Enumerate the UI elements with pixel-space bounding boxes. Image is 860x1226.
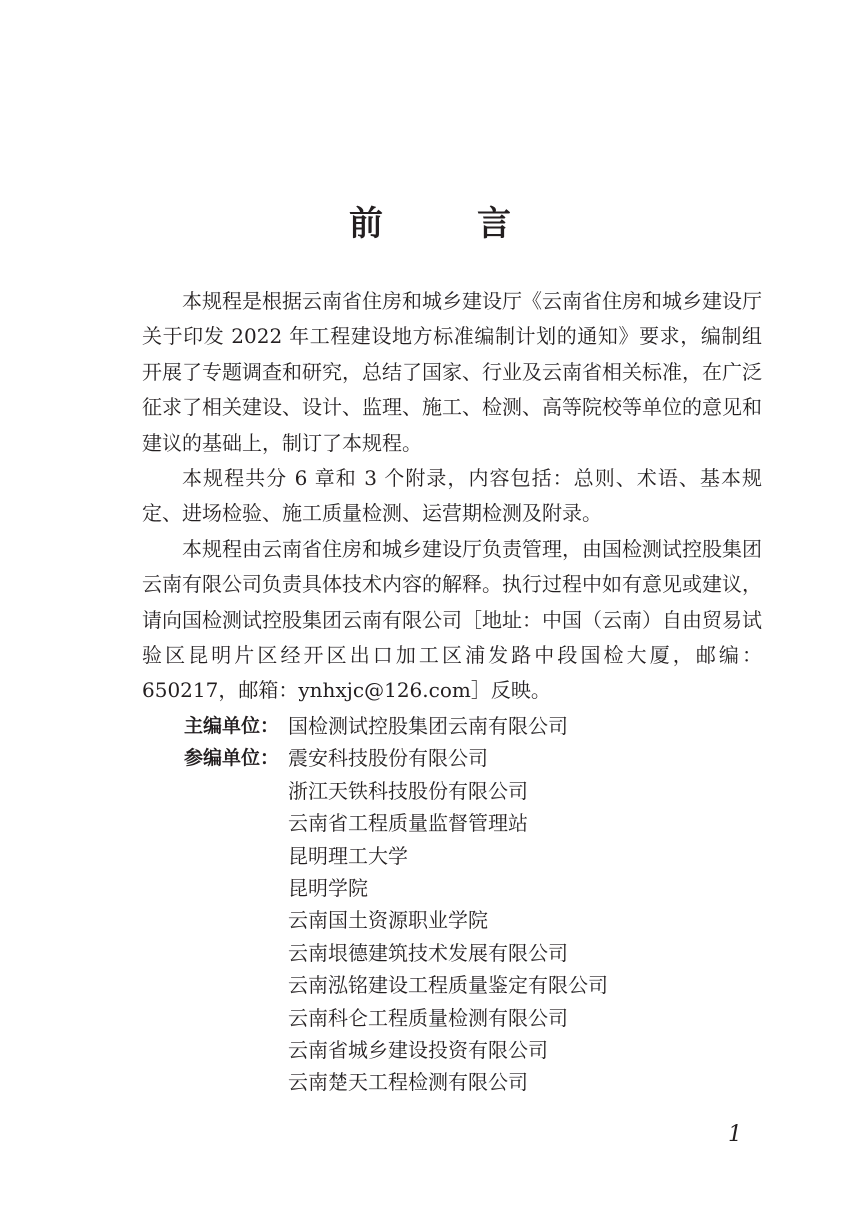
participant-unit: 云南泓铭建设工程质量鉴定有限公司 <box>288 973 608 998</box>
participant-unit: 浙江天铁科技股份有限公司 <box>288 778 528 803</box>
participant-row <box>184 937 744 969</box>
participant-unit: 云南科仑工程质量检测有限公司 <box>288 1005 568 1030</box>
participant-unit: 云南省工程质量监督管理站 <box>288 811 528 836</box>
participant-row <box>184 1034 744 1066</box>
participant-row <box>184 775 744 807</box>
participant-unit: 云南楚天工程检测有限公司 <box>288 1070 528 1095</box>
page-title: 前 言 <box>349 204 541 244</box>
participant-row <box>184 969 744 1001</box>
participants-label: 参编单位： <box>184 747 280 770</box>
participant-row <box>184 1066 744 1098</box>
participant-unit: 震安科技股份有限公司 <box>288 746 488 771</box>
preface-body <box>142 284 762 709</box>
preface-paragraph: 本规程由云南省住房和城乡建设厅负责管理，由国检测试控股集团云南有限公司负责具体技术内容的解释。执行过程中如有意见或建议，请向国检测试控股集团云南有限公司［地址：中国（云南）自由贸易试验区昆明片区经开区出口加工区浦发路中段国检大厦，邮编：650217，邮箱：ynhxjc@126.com］反映。 <box>142 536 762 703</box>
participant-unit: 云南省城乡建设投资有限公司 <box>288 1038 548 1063</box>
participant-unit: 昆明学院 <box>288 876 368 901</box>
page-number: 1 <box>728 1122 742 1147</box>
participant-row <box>184 1002 744 1034</box>
chief-editor-row <box>184 710 744 742</box>
chief-editor-label: 主编单位： <box>184 715 280 737</box>
preface-paragraph: 本规程是根据云南省住房和城乡建设厅《云南省住房和城乡建设厅关于印发 2022 年工程建设地方标准编制计划的通知》要求，编制组开展了专题调查和研究，总结了国家、行业及云南省相关标准，在广泛征求了相关建设、设计、监理、施工、检测、高等院校等单位的意见和建议的基础上，制订了本规程。 <box>142 289 762 455</box>
participant-row <box>184 872 744 904</box>
participant-row <box>184 807 744 839</box>
participant-unit: 云南垠德建筑技术发展有限公司 <box>288 940 568 965</box>
chief-editor-unit: 国检测试控股集团云南有限公司 <box>288 714 568 738</box>
participant-unit: 云南国土资源职业学院 <box>288 908 488 933</box>
participant-row <box>184 904 744 936</box>
participant-row <box>184 742 744 774</box>
participant-unit: 昆明理工大学 <box>288 843 408 868</box>
preface-paragraph: 本规程共分 6 章和 3 个附录，内容包括：总则、术语、基本规定、进场检验、施工质量检测、运营期检测及附录。 <box>142 466 762 526</box>
editing-units <box>184 710 744 1099</box>
participant-row <box>184 840 744 872</box>
